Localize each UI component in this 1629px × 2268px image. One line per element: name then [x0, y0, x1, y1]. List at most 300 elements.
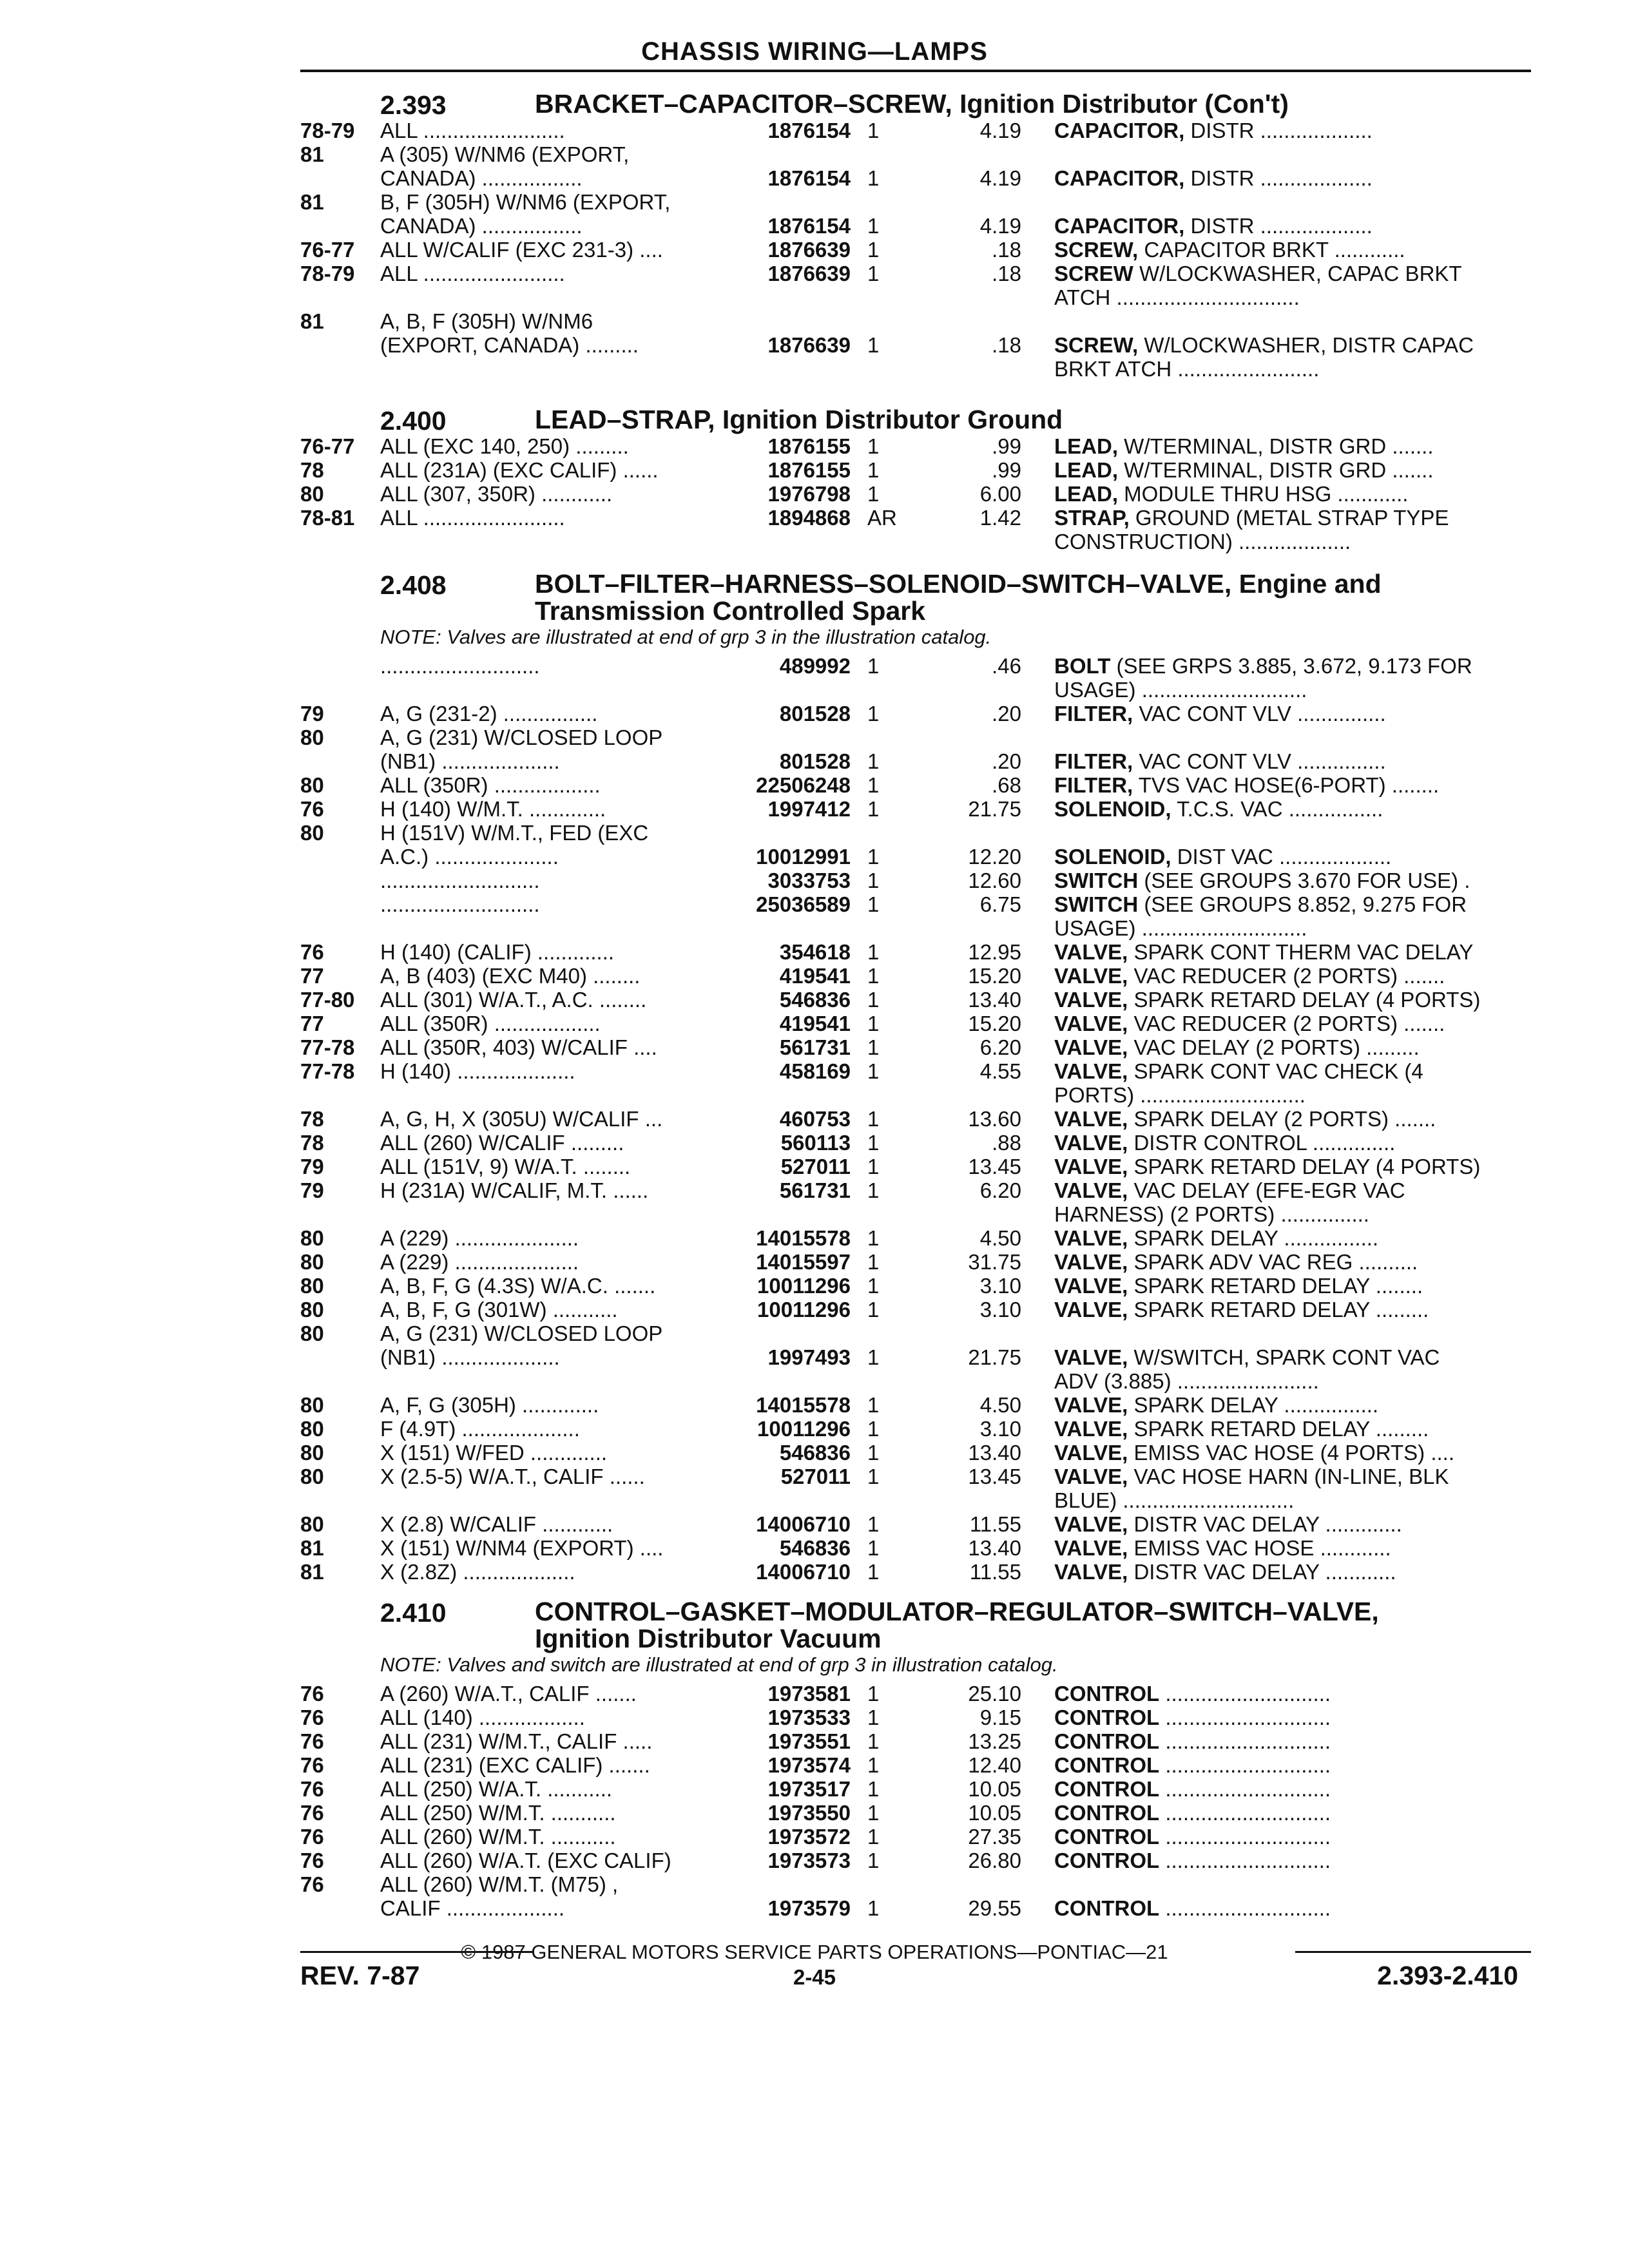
- description: [1054, 238, 1516, 262]
- part-number: 1876154: [767, 166, 851, 190]
- application: A, G, H, X (305U) W/CALIF ...: [380, 1107, 663, 1131]
- description-head: LEAD,: [1054, 458, 1118, 482]
- description-head: STRAP,: [1054, 506, 1130, 530]
- application: ALL (231) W/M.T., CALIF .....: [380, 1729, 653, 1753]
- application: ALL (EXC 140, 250) .........: [380, 434, 629, 458]
- quantity: 1: [867, 1729, 880, 1753]
- description: [1054, 214, 1516, 238]
- price: 15.20: [968, 964, 1021, 988]
- description-head: CONTROL: [1054, 1801, 1160, 1825]
- application: ALL (350R, 403) W/CALIF ....: [380, 1035, 657, 1059]
- description: [1054, 773, 1516, 797]
- application: ALL ........................: [380, 262, 565, 285]
- description: [1054, 434, 1516, 458]
- description: [1054, 654, 1516, 702]
- description-head: VALVE,: [1054, 1441, 1128, 1465]
- description-head: LEAD,: [1054, 482, 1118, 506]
- part-number: 546836: [779, 1441, 851, 1465]
- price: 26.80: [968, 1849, 1021, 1872]
- description: [1054, 1274, 1516, 1298]
- description-head: SOLENOID,: [1054, 797, 1171, 821]
- part-number: 1876154: [767, 119, 851, 142]
- quantity: 1: [867, 892, 880, 916]
- description-head: VALVE,: [1054, 1155, 1128, 1178]
- description-head: SWITCH: [1054, 892, 1139, 916]
- price: 13.45: [968, 1465, 1021, 1488]
- model-years: 76: [300, 1849, 324, 1872]
- model-years: 79: [300, 1155, 324, 1178]
- part-number: 801528: [779, 702, 851, 726]
- description: [1054, 166, 1516, 190]
- price: 9.15: [979, 1706, 1021, 1729]
- model-years: 80: [300, 726, 324, 749]
- description-head: SOLENOID,: [1054, 845, 1171, 869]
- application: H (231A) W/CALIF, M.T. ......: [380, 1178, 649, 1202]
- quantity: 1: [867, 1465, 880, 1488]
- model-years: 77: [300, 964, 324, 988]
- description: [1054, 1178, 1516, 1226]
- quantity: 1: [867, 482, 880, 506]
- model-years: 77-78: [300, 1035, 355, 1059]
- application: ALL (250) W/M.T. ...........: [380, 1801, 616, 1825]
- description: [1054, 333, 1516, 381]
- application: A, G (231-2) ................: [380, 702, 598, 726]
- description-rest: W/SWITCH, SPARK CONT VAC ADV (3.885) ........................: [1054, 1345, 1440, 1393]
- price: 10.05: [968, 1801, 1021, 1825]
- description-rest: (SEE GROUPS 3.670 FOR USE) .: [1138, 869, 1470, 892]
- model-years: 80: [300, 1321, 324, 1345]
- description-head: VALVE,: [1054, 988, 1128, 1012]
- part-number: 1973550: [767, 1801, 851, 1825]
- description: [1054, 1441, 1516, 1465]
- description-head: VALVE,: [1054, 1393, 1128, 1417]
- quantity: AR: [867, 506, 897, 530]
- part-number: 561731: [779, 1178, 851, 1202]
- description-rest: ............................: [1159, 1682, 1331, 1706]
- part-number: 3033753: [767, 869, 851, 892]
- price: .88: [992, 1131, 1021, 1155]
- description: [1054, 1753, 1516, 1777]
- description-head: VALVE,: [1054, 964, 1128, 988]
- price: 3.10: [979, 1417, 1021, 1441]
- model-years: 80: [300, 821, 324, 845]
- description-rest: W/LOCKWASHER, CAPAC BRKT ATCH ...............................: [1054, 262, 1462, 309]
- quantity: 1: [867, 1441, 880, 1465]
- price: 4.19: [979, 214, 1021, 238]
- model-years: 76-77: [300, 434, 355, 458]
- model-years: 79: [300, 1178, 324, 1202]
- application: X (151) W/NM4 (EXPORT) ....: [380, 1536, 664, 1560]
- description: [1054, 940, 1516, 964]
- model-years: 78: [300, 458, 324, 482]
- description-rest: DISTR VAC DELAY .............: [1128, 1512, 1402, 1536]
- page-number: 2-45: [793, 1965, 836, 1989]
- price: 4.50: [979, 1226, 1021, 1250]
- quantity: 1: [867, 1059, 880, 1083]
- model-years: 76: [300, 1872, 324, 1896]
- part-number: 546836: [779, 1536, 851, 1560]
- quantity: 1: [867, 166, 880, 190]
- description-rest: SPARK RETARD DELAY (4 PORTS): [1128, 1155, 1481, 1178]
- price: 3.10: [979, 1274, 1021, 1298]
- part-number: 1876155: [767, 434, 851, 458]
- description-rest: SPARK RETARD DELAY (4 PORTS): [1128, 988, 1481, 1012]
- application: ALL W/CALIF (EXC 231-3) ....: [380, 238, 663, 262]
- quantity: 1: [867, 1178, 880, 1202]
- part-number: 10012991: [756, 845, 851, 869]
- application: A (229) .....................: [380, 1226, 579, 1250]
- part-number: 1976798: [767, 482, 851, 506]
- description-head: VALVE,: [1054, 1059, 1128, 1083]
- section-number: 2.408: [380, 570, 447, 600]
- model-years: 76: [300, 1753, 324, 1777]
- application: A (305) W/NM6 (EXPORT, CANADA) .................: [380, 142, 630, 190]
- price: .20: [992, 702, 1021, 726]
- model-years: 78: [300, 1107, 324, 1131]
- description-head: CONTROL: [1054, 1825, 1160, 1849]
- description-head: VALVE,: [1054, 1131, 1128, 1155]
- application: ALL (140) ..................: [380, 1706, 585, 1729]
- price: 31.75: [968, 1250, 1021, 1274]
- part-number: 14015578: [756, 1393, 851, 1417]
- description: [1054, 1107, 1516, 1131]
- quantity: 1: [867, 869, 880, 892]
- application: H (151V) W/M.T., FED (EXC A.C.) .....................: [380, 821, 649, 869]
- quantity: 1: [867, 964, 880, 988]
- application: A (229) .....................: [380, 1250, 579, 1274]
- price: 6.20: [979, 1178, 1021, 1202]
- description-head: LEAD,: [1054, 434, 1118, 458]
- model-years: 80: [300, 1512, 324, 1536]
- quantity: 1: [867, 1825, 880, 1849]
- description-head: CAPACITOR,: [1054, 214, 1185, 238]
- model-years: 81: [300, 190, 324, 214]
- quantity: 1: [867, 1512, 880, 1536]
- quantity: 1: [867, 262, 880, 285]
- description: [1054, 1226, 1516, 1250]
- description: [1054, 506, 1516, 553]
- quantity: 1: [867, 1801, 880, 1825]
- description-head: CONTROL: [1054, 1753, 1160, 1777]
- price: 10.05: [968, 1777, 1021, 1801]
- part-number: 460753: [779, 1107, 851, 1131]
- price: .99: [992, 458, 1021, 482]
- part-number: 527011: [780, 1155, 851, 1178]
- price: 13.25: [968, 1729, 1021, 1753]
- part-number: 419541: [779, 1012, 851, 1035]
- model-years: 80: [300, 482, 324, 506]
- price: 25.10: [968, 1682, 1021, 1706]
- application: ALL (260) W/CALIF .........: [380, 1131, 624, 1155]
- section-title: BRACKET–CAPACITOR–SCREW, Ignition Distributor (Con't): [535, 89, 1289, 119]
- section-number: 2.410: [380, 1598, 447, 1628]
- description-head: VALVE,: [1054, 1465, 1128, 1488]
- part-number: 354618: [779, 940, 851, 964]
- description-head: SWITCH: [1054, 869, 1139, 892]
- description-rest: SPARK RETARD DELAY .........: [1128, 1298, 1429, 1321]
- description-rest: DISTR ...................: [1184, 119, 1373, 142]
- application: H (140) (CALIF) .............: [380, 940, 615, 964]
- model-years: 76: [300, 940, 324, 964]
- price: 6.20: [979, 1035, 1021, 1059]
- price: 13.40: [968, 1441, 1021, 1465]
- description-rest: VAC REDUCER (2 PORTS) .......: [1128, 964, 1445, 988]
- application: A, F, G (305H) .............: [380, 1393, 599, 1417]
- description-head: VALVE,: [1054, 1560, 1128, 1584]
- part-number: 1973579: [767, 1896, 851, 1920]
- quantity: 1: [867, 1849, 880, 1872]
- model-years: 76: [300, 1729, 324, 1753]
- description-rest: VAC HOSE HARN (IN-LINE, BLK BLUE) .............................: [1054, 1465, 1449, 1512]
- price: 6.75: [979, 892, 1021, 916]
- description: [1054, 892, 1516, 940]
- description-rest: ............................: [1159, 1801, 1331, 1825]
- description-head: VALVE,: [1054, 1250, 1128, 1274]
- description-rest: ............................: [1159, 1777, 1331, 1801]
- application: F (4.9T) ....................: [380, 1417, 580, 1441]
- section-note: NOTE: Valves and switch are illustrated at end of grp 3 in illustration catalog.: [380, 1653, 1058, 1676]
- section-title: CONTROL–GASKET–MODULATOR–REGULATOR–SWITCH–VALVE, Ignition Distributor Vacuum: [535, 1597, 1379, 1653]
- price: 11.55: [969, 1560, 1021, 1584]
- part-number: 560113: [780, 1131, 851, 1155]
- description-rest: SPARK ADV VAC REG ..........: [1128, 1250, 1418, 1274]
- quantity: 1: [867, 654, 880, 678]
- price: 4.55: [979, 1059, 1021, 1083]
- description-head: FILTER,: [1054, 749, 1133, 773]
- part-number: 1973574: [767, 1753, 851, 1777]
- model-years: 77: [300, 1012, 324, 1035]
- part-number: 1876154: [767, 214, 851, 238]
- description-rest: SPARK RETARD DELAY .........: [1128, 1417, 1429, 1441]
- price: 3.10: [979, 1298, 1021, 1321]
- part-number: 419541: [779, 964, 851, 988]
- description: [1054, 1465, 1516, 1512]
- description-rest: VAC CONT VLV ...............: [1133, 702, 1386, 726]
- model-years: 76: [300, 1682, 324, 1706]
- quantity: 1: [867, 1274, 880, 1298]
- description-head: VALVE,: [1054, 1417, 1128, 1441]
- description: [1054, 1896, 1516, 1920]
- model-years: 80: [300, 1465, 324, 1488]
- part-number: 527011: [780, 1465, 851, 1488]
- description-rest: (SEE GRPS 3.885, 3.672, 9.173 FOR USAGE) ............................: [1054, 654, 1472, 702]
- model-years: 81: [300, 142, 324, 166]
- description: [1054, 845, 1516, 869]
- quantity: 1: [867, 702, 880, 726]
- quantity: 1: [867, 1345, 880, 1369]
- quantity: 1: [867, 940, 880, 964]
- price: 12.40: [968, 1753, 1021, 1777]
- description-rest: SPARK CONT THERM VAC DELAY: [1128, 940, 1474, 964]
- part-number: 1973581: [767, 1682, 851, 1706]
- description: [1054, 964, 1516, 988]
- quantity: 1: [867, 845, 880, 869]
- quantity: 1: [867, 434, 880, 458]
- description: [1054, 1035, 1516, 1059]
- price: 6.00: [979, 482, 1021, 506]
- application: X (2.8) W/CALIF ............: [380, 1512, 613, 1536]
- price: .18: [992, 333, 1021, 357]
- quantity: 1: [867, 1012, 880, 1035]
- quantity: 1: [867, 1107, 880, 1131]
- price: .18: [992, 262, 1021, 285]
- part-number: 1973551: [767, 1729, 851, 1753]
- part-number: 1876639: [767, 262, 851, 285]
- model-years: 80: [300, 1441, 324, 1465]
- revision-label: REV. 7-87: [300, 1961, 420, 1990]
- description: [1054, 702, 1516, 726]
- application: A, B, F (305H) W/NM6 (EXPORT, CANADA) .........: [380, 309, 639, 357]
- model-years: 78-79: [300, 119, 355, 142]
- application: ...........................: [380, 869, 540, 892]
- section-range: 2.393-2.410: [1377, 1961, 1518, 1990]
- part-number: 1973517: [767, 1777, 851, 1801]
- model-years: 80: [300, 1250, 324, 1274]
- description-rest: DISTR ...................: [1184, 166, 1373, 190]
- price: 12.95: [968, 940, 1021, 964]
- quantity: 1: [867, 458, 880, 482]
- application: X (151) W/FED .............: [380, 1441, 608, 1465]
- model-years: 76: [300, 797, 324, 821]
- description-rest: CAPACITOR BRKT ............: [1138, 238, 1405, 262]
- description: [1054, 1417, 1516, 1441]
- application: ALL (231) (EXC CALIF) .......: [380, 1753, 650, 1777]
- part-number: 1973533: [767, 1706, 851, 1729]
- description-head: FILTER,: [1054, 773, 1133, 797]
- part-number: 25036589: [756, 892, 851, 916]
- price: 11.55: [969, 1512, 1021, 1536]
- description: [1054, 988, 1516, 1012]
- part-number: 10011296: [757, 1274, 851, 1298]
- quantity: 1: [867, 1536, 880, 1560]
- description-rest: ............................: [1159, 1706, 1331, 1729]
- description-rest: EMISS VAC HOSE (4 PORTS) ....: [1128, 1441, 1455, 1465]
- part-number: 561731: [779, 1035, 851, 1059]
- description-rest: MODULE THRU HSG ............: [1118, 482, 1409, 506]
- model-years: 77-78: [300, 1059, 355, 1083]
- application: A, B, F, G (301W) ...........: [380, 1298, 618, 1321]
- part-number: 10011296: [757, 1298, 851, 1321]
- description-rest: EMISS VAC HOSE ............: [1128, 1536, 1391, 1560]
- quantity: 1: [867, 1226, 880, 1250]
- quantity: 1: [867, 749, 880, 773]
- model-years: 78: [300, 1131, 324, 1155]
- quantity: 1: [867, 1131, 880, 1155]
- model-years: 80: [300, 773, 324, 797]
- application: A, B (403) (EXC M40) ........: [380, 964, 641, 988]
- part-number: 10011296: [757, 1417, 851, 1441]
- description-head: FILTER,: [1054, 702, 1133, 726]
- description-rest: SPARK CONT VAC CHECK (4 PORTS) ............................: [1054, 1059, 1423, 1107]
- application: A, G (231) W/CLOSED LOOP (NB1) ....................: [380, 726, 663, 773]
- description-head: SCREW: [1054, 262, 1133, 285]
- description: [1054, 749, 1516, 773]
- application: A (260) W/A.T., CALIF .......: [380, 1682, 637, 1706]
- quantity: 1: [867, 214, 880, 238]
- description-rest: W/TERMINAL, DISTR GRD .......: [1118, 458, 1434, 482]
- description: [1054, 262, 1516, 309]
- application: ALL (260) W/M.T. ...........: [380, 1825, 616, 1849]
- part-number: 1876155: [767, 458, 851, 482]
- quantity: 1: [867, 1753, 880, 1777]
- description: [1054, 1131, 1516, 1155]
- quantity: 1: [867, 1560, 880, 1584]
- section-title: BOLT–FILTER–HARNESS–SOLENOID–SWITCH–VALVE, Engine and Transmission Controlled Spark: [535, 569, 1382, 626]
- description-rest: (SEE GROUPS 8.852, 9.275 FOR USAGE) ............................: [1054, 892, 1467, 940]
- price: 29.55: [968, 1896, 1021, 1920]
- description-head: CAPACITOR,: [1054, 166, 1185, 190]
- description-head: CONTROL: [1054, 1896, 1160, 1920]
- description-rest: GROUND (METAL STRAP TYPE CONSTRUCTION) ...................: [1054, 506, 1449, 553]
- quantity: 1: [867, 238, 880, 262]
- application: A, B, F, G (4.3S) W/A.C. .......: [380, 1274, 656, 1298]
- description-head: VALVE,: [1054, 1512, 1128, 1536]
- price: 21.75: [968, 797, 1021, 821]
- price: .46: [992, 654, 1021, 678]
- description-head: SCREW,: [1054, 333, 1139, 357]
- model-years: 80: [300, 1298, 324, 1321]
- part-number: 14015597: [756, 1250, 851, 1274]
- part-number: 1973573: [767, 1849, 851, 1872]
- description-head: CONTROL: [1054, 1777, 1160, 1801]
- application: ALL (350R) ..................: [380, 1012, 601, 1035]
- application: A, G (231) W/CLOSED LOOP (NB1) ....................: [380, 1321, 663, 1369]
- application: ALL ........................: [380, 506, 565, 530]
- description-rest: W/TERMINAL, DISTR GRD .......: [1118, 434, 1434, 458]
- quantity: 1: [867, 1298, 880, 1321]
- part-number: 22506248: [756, 773, 851, 797]
- quantity: 1: [867, 797, 880, 821]
- description-rest: DIST VAC ...................: [1171, 845, 1392, 869]
- quantity: 1: [867, 1682, 880, 1706]
- section-number: 2.393: [380, 90, 447, 120]
- price: 4.50: [979, 1393, 1021, 1417]
- quantity: 1: [867, 1896, 880, 1920]
- model-years: 81: [300, 309, 324, 333]
- page-title: CHASSIS WIRING—LAMPS: [641, 37, 988, 66]
- description-rest: SPARK RETARD DELAY ........: [1128, 1274, 1423, 1298]
- part-number: 14006710: [756, 1512, 851, 1536]
- description: [1054, 1560, 1516, 1584]
- description: [1054, 869, 1516, 892]
- application: B, F (305H) W/NM6 (EXPORT, CANADA) .................: [380, 190, 671, 238]
- price: 27.35: [968, 1825, 1021, 1849]
- part-number: 1997493: [767, 1345, 851, 1369]
- application: ...........................: [380, 892, 540, 916]
- description: [1054, 1849, 1516, 1872]
- description-head: VALVE,: [1054, 1035, 1128, 1059]
- section-note: NOTE: Valves are illustrated at end of grp 3 in the illustration catalog.: [380, 626, 992, 648]
- application: H (140) ....................: [380, 1059, 575, 1083]
- price: 12.60: [968, 869, 1021, 892]
- quantity: 1: [867, 1417, 880, 1441]
- application: ALL (301) W/A.T., A.C. ........: [380, 988, 647, 1012]
- description-head: VALVE,: [1054, 1107, 1128, 1131]
- description-rest: ............................: [1159, 1825, 1331, 1849]
- application: X (2.5-5) W/A.T., CALIF ......: [380, 1465, 645, 1488]
- description-rest: DISTR VAC DELAY ............: [1128, 1560, 1396, 1584]
- description: [1054, 1825, 1516, 1849]
- model-years: 78-79: [300, 262, 355, 285]
- quantity: 1: [867, 119, 880, 142]
- part-number: 1997412: [767, 797, 851, 821]
- model-years: 76-77: [300, 238, 355, 262]
- quantity: 1: [867, 1393, 880, 1417]
- description-head: SCREW,: [1054, 238, 1139, 262]
- price: 4.19: [979, 119, 1021, 142]
- quantity: 1: [867, 773, 880, 797]
- description: [1054, 1706, 1516, 1729]
